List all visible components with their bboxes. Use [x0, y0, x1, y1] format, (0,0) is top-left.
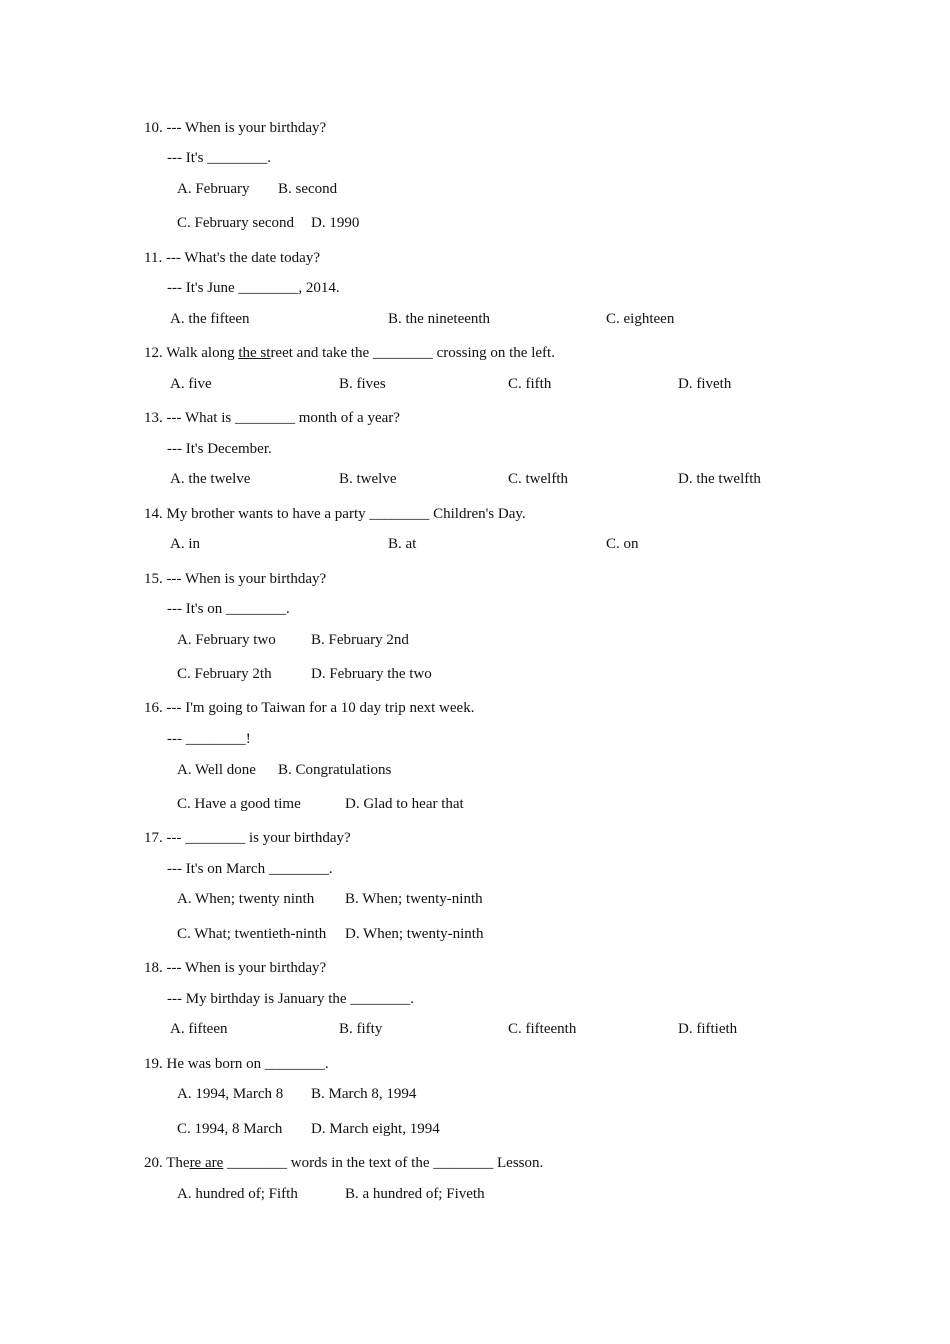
- question-13-option-c: C. twelfth: [508, 471, 568, 487]
- question-19-option-c: C. 1994, 8 March: [177, 1121, 283, 1137]
- question-18-reply: --- My birthday is January the ________.: [167, 991, 415, 1007]
- question-20-option-a: A. hundred of; Fifth: [177, 1186, 298, 1202]
- question-16-option-c: C. Have a good time: [177, 796, 301, 812]
- question-19-option-a: A. 1994, March 8: [177, 1086, 284, 1102]
- question-18-option-a: A. fifteen: [170, 1021, 228, 1037]
- question-10-option-c: C. February second: [177, 215, 295, 231]
- question-10-option-a: A. February: [177, 181, 250, 197]
- question-12-option-b: B. fives: [339, 376, 386, 392]
- question-11-stem: 11. --- What's the date today?: [144, 250, 320, 266]
- question-13-option-b: B. twelve: [339, 471, 397, 487]
- question-11-option-c: C. eighteen: [606, 311, 675, 327]
- question-10-option-b: B. second: [278, 181, 338, 197]
- question-10-option-d: D. 1990: [311, 215, 360, 231]
- question-11-option-b: B. the nineteenth: [388, 311, 491, 327]
- question-11-option-a: A. the fifteen: [170, 311, 250, 327]
- question-15-stem: 15. --- When is your birthday?: [144, 571, 327, 587]
- question-15-option-a: A. February two: [177, 632, 276, 648]
- question-17-option-b: B. When; twenty-ninth: [345, 891, 483, 907]
- question-12-stem: [144, 344, 555, 362]
- question-16-option-d: D. Glad to hear that: [345, 796, 464, 812]
- question-14-option-c: C. on: [606, 536, 639, 552]
- question-18-option-b: B. fifty: [339, 1021, 383, 1037]
- question-19-option-d: D. March eight, 1994: [311, 1121, 440, 1137]
- question-17-option-c: C. What; twentieth-ninth: [177, 926, 327, 942]
- question-16-option-b: B. Congratulations: [278, 762, 392, 778]
- question-20-option-b: B. a hundred of; Fiveth: [345, 1186, 485, 1202]
- question-14-stem: 14. My brother wants to have a party ________ Children's Day.: [144, 506, 526, 522]
- question-18-stem: 18. --- When is your birthday?: [144, 960, 327, 976]
- stem-text: ________ words in the text of the ________ Lesson.: [223, 1155, 544, 1171]
- question-13-option-a: A. the twelve: [170, 471, 251, 487]
- question-10-reply: --- It's ________.: [167, 150, 271, 166]
- question-15-reply: --- It's on ________.: [167, 601, 290, 617]
- question-19-option-b: B. March 8, 1994: [311, 1086, 417, 1102]
- question-12-option-d: D. fiveth: [678, 376, 732, 392]
- question-16-option-a: A. Well done: [177, 762, 256, 778]
- question-16-reply: --- ________!: [167, 731, 251, 747]
- question-17-stem: 17. --- ________ is your birthday?: [144, 830, 351, 846]
- stem-text: 12. Walk along: [144, 345, 239, 361]
- stem-text: 20. The: [144, 1155, 190, 1171]
- question-18-option-c: C. fifteenth: [508, 1021, 577, 1037]
- question-17-option-a: A. When; twenty ninth: [177, 891, 315, 907]
- question-16-stem: 16. --- I'm going to Taiwan for a 10 day trip next week.: [144, 700, 475, 716]
- question-14-option-a: A. in: [170, 536, 200, 552]
- question-13-reply: --- It's December.: [167, 441, 272, 457]
- question-19-stem: 19. He was born on ________.: [144, 1056, 329, 1072]
- question-13-stem: 13. --- What is ________ month of a year?: [144, 410, 400, 426]
- question-14-option-b: B. at: [388, 536, 417, 552]
- question-12-option-a: A. five: [170, 376, 212, 392]
- question-17-reply: --- It's on March ________.: [167, 861, 333, 877]
- question-13-option-d: D. the twelfth: [678, 471, 761, 487]
- question-11-reply: --- It's June ________, 2014.: [167, 280, 340, 296]
- question-18-option-d: D. fiftieth: [678, 1021, 738, 1037]
- question-15-option-c: C. February 2th: [177, 666, 272, 682]
- underlined-text: re are: [189, 1155, 224, 1171]
- question-10-stem: 10. --- When is your birthday?: [144, 120, 327, 136]
- question-12-option-c: C. fifth: [508, 376, 552, 392]
- question-20-stem: [144, 1154, 543, 1172]
- question-15-option-b: B. February 2nd: [311, 632, 409, 648]
- underlined-text: the st: [238, 345, 271, 361]
- question-17-option-d: D. When; twenty-ninth: [345, 926, 484, 942]
- question-15-option-d: D. February the two: [311, 666, 432, 682]
- stem-text: reet and take the ________ crossing on the left.: [270, 345, 555, 361]
